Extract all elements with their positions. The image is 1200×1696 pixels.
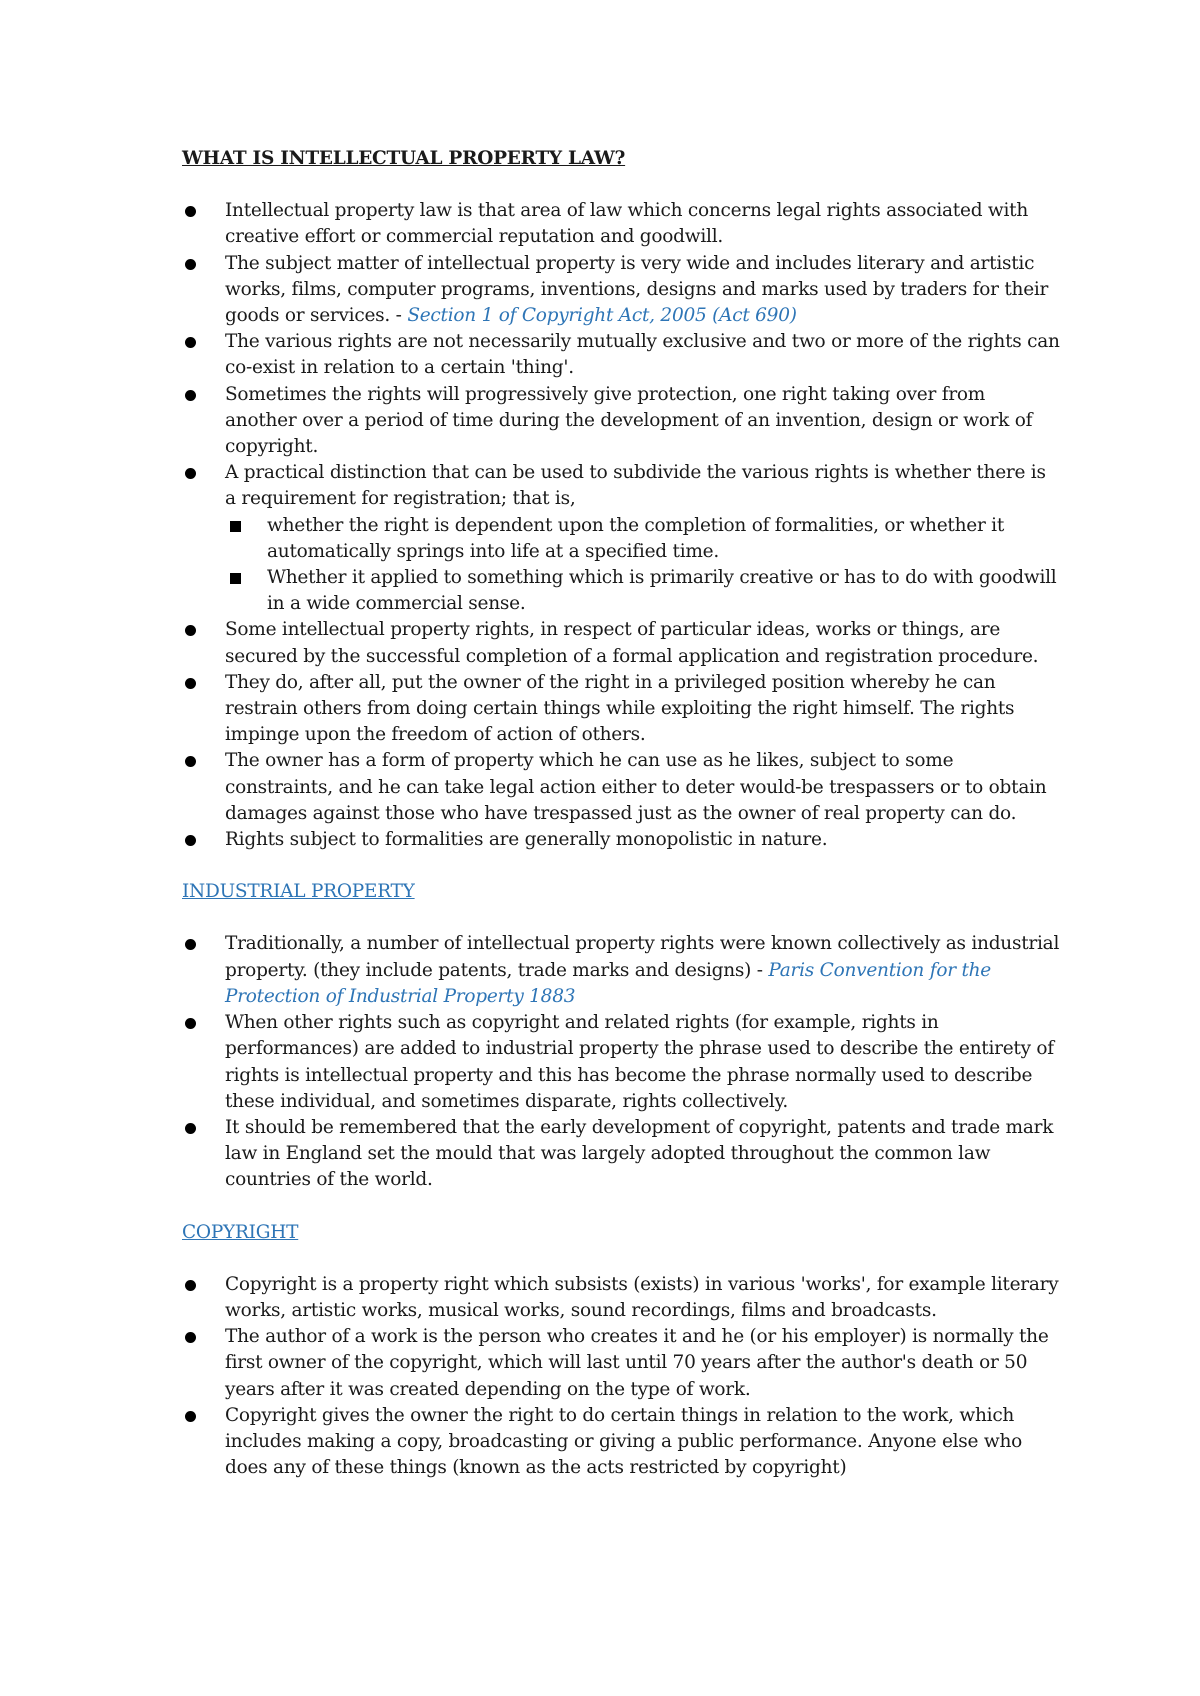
list-item xyxy=(182,931,1062,1010)
list-item-text: Traditionally, a number of intellectual property rights were known collectively as industrial property. (they include patents, trade marks and designs) - xyxy=(225,933,1060,981)
list-item-text: Intellectual property law is that area of law which concerns legal rights associated with creative effort or commercial reputation and goodwill. xyxy=(225,200,1029,248)
list-item-text: The various rights are not necessarily mutually exclusive and two or more of the rights can co-exist in relation to a certain 'thing'. xyxy=(225,331,1060,379)
list-item xyxy=(182,748,1062,827)
bullet-square-icon xyxy=(230,521,241,532)
list-item-text: A practical distinction that can be used to subdivide the various rights is whether there is a requirement for registration; that is, xyxy=(225,462,1046,510)
section-heading-industrial-property[interactable]: INDUSTRIAL PROPERTY xyxy=(182,881,415,903)
list-item xyxy=(182,329,1062,381)
list-item xyxy=(182,251,1062,330)
list-item-text: Sometimes the rights will progressively give protection, one right taking over from another over a period of time during the development of an invention, design or work of copyright. xyxy=(225,383,1033,458)
list-item-text: The author of a work is the person who creates it and he (or his employer) is normally the first owner of the copyright, which will last until 70 years after the author's death or 50 years after it was created depending on the type of work. xyxy=(225,1326,1049,1400)
industrial-list xyxy=(182,931,1062,1193)
bullet-dot-icon xyxy=(185,206,196,217)
list-item-text: They do, after all, put the owner of the right in a privileged position whereby he can restrain others from doing certain things while exploiting the right himself. The rights impinge upon the freedom of action of others. xyxy=(225,671,1015,746)
bullet-dot-icon xyxy=(185,678,196,689)
bullet-dot-icon xyxy=(185,939,196,950)
list-item-text: Rights subject to formalities are generally monopolistic in nature. xyxy=(225,829,828,851)
bullet-dot-icon xyxy=(185,259,196,270)
list-item-text: When other rights such as copyright and related rights (for example, rights in performances) are added to industrial property the phrase used to describe the entirety of rights is intellectual property and this has become the phrase normally used to describe these individual, and sometimes disparate, rights collectively. xyxy=(225,1012,1054,1112)
intro-list xyxy=(182,198,1062,853)
bullet-dot-icon xyxy=(185,1411,196,1422)
list-item-text: Copyright gives the owner the right to do certain things in relation to the work, which includes making a copy, broadcasting or giving a public performance. Anyone else who does any of these things (known as the acts restricted by copyright) xyxy=(225,1404,1023,1479)
bullet-dot-icon xyxy=(185,1123,196,1134)
list-item-text: Copyright is a property right which subsists (exists) in various 'works', for example literary works, artistic works, musical works, sound recordings, films and broadcasts. xyxy=(225,1273,1059,1321)
bullet-square-icon xyxy=(230,573,241,584)
sub-list-item-text: Whether it applied to something which is primarily creative or has to do with goodwill in a wide commercial sense. xyxy=(267,567,1057,615)
bullet-dot-icon xyxy=(185,625,196,636)
citation-link[interactable]: Paris Convention for the Protection of Industrial Property 1883 xyxy=(225,959,991,1007)
citation-link[interactable]: Section 1 of Copyright Act, 2005 (Act 690) xyxy=(407,305,797,327)
bullet-dot-icon xyxy=(185,756,196,767)
list-item-text: It should be remembered that the early development of copyright, patents and trade mark law in England set the mould that was largely adopted throughout the common law countries of the world. xyxy=(225,1116,1054,1191)
list-item xyxy=(182,1324,1062,1403)
bullet-dot-icon xyxy=(185,835,196,846)
bullet-dot-icon xyxy=(185,1332,196,1343)
page-title: WHAT IS INTELLECTUAL PROPERTY LAW? xyxy=(182,148,626,169)
list-item xyxy=(182,198,1062,250)
bullet-dot-icon xyxy=(185,468,196,479)
bullet-dot-icon xyxy=(185,1280,196,1291)
sub-list-item xyxy=(225,513,1062,565)
list-item xyxy=(182,382,1062,461)
list-item-text: Some intellectual property rights, in respect of particular ideas, works or things, are secured by the successful completion of a formal application and registration procedure. xyxy=(225,619,1039,667)
bullet-dot-icon xyxy=(185,1018,196,1029)
list-item xyxy=(182,460,1062,617)
list-item xyxy=(182,827,1062,853)
sub-list-item xyxy=(225,565,1062,617)
list-item-text: The owner has a form of property which he can use as he likes, subject to some constraints, and he can take legal action either to deter would-be trespassers or to obtain damages against those who have trespassed just as the owner of real property can do. xyxy=(225,750,1047,824)
sub-list-item-text: whether the right is dependent upon the completion of formalities, or whether it automatically springs into life at a specified time. xyxy=(267,514,1005,562)
list-item xyxy=(182,1403,1062,1482)
list-item xyxy=(182,1010,1062,1115)
copyright-list xyxy=(182,1272,1062,1482)
document-body xyxy=(182,146,1062,1481)
sub-list xyxy=(225,513,1062,618)
list-item xyxy=(182,1272,1062,1324)
list-item xyxy=(182,617,1062,669)
section-heading-copyright[interactable]: COPYRIGHT xyxy=(182,1221,299,1243)
list-item xyxy=(182,670,1062,749)
bullet-dot-icon xyxy=(185,337,196,348)
list-item-text: The subject matter of intellectual property is very wide and includes literary and artistic works, films, computer programs, inventions, designs and marks used by traders for their goods or services. - xyxy=(225,252,1049,327)
list-item xyxy=(182,1115,1062,1194)
bullet-dot-icon xyxy=(185,390,196,401)
